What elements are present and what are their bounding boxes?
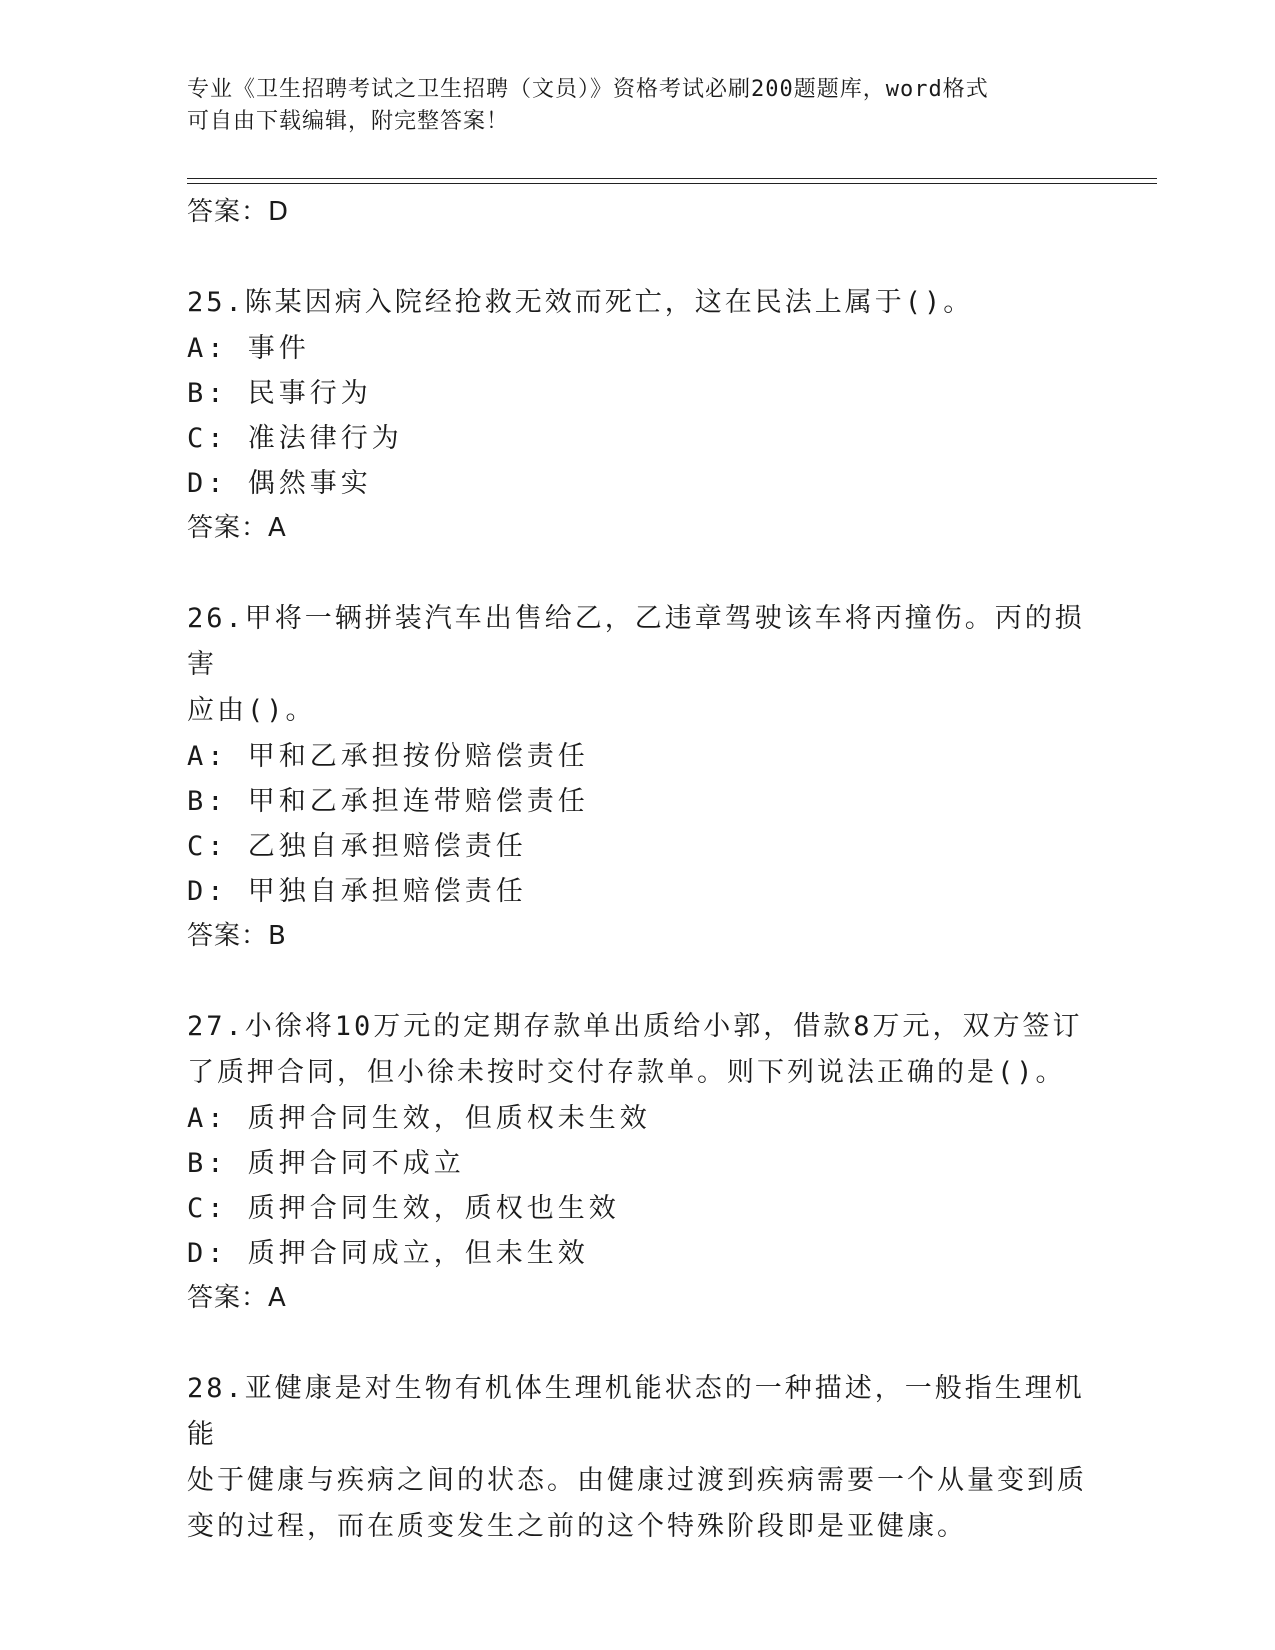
question-text: 27.小徐将10万元的定期存款单出质给小郭，借款8万元，双方签订 (187, 1011, 1083, 1042)
option-b: B: 质押合同不成立 (187, 1148, 465, 1179)
answer-label: 答案：A (187, 513, 287, 543)
question-27 (187, 1004, 1087, 1320)
option-a: A: 事件 (187, 333, 310, 364)
option-a: A: 甲和乙承担按份赔偿责任 (187, 741, 589, 772)
answer-label: 答案：D (187, 197, 290, 227)
question-26 (187, 596, 1087, 958)
answer-label: 答案：B (187, 921, 287, 951)
option-c: C: 准法律行为 (187, 423, 403, 454)
header-divider-top (187, 178, 1157, 179)
question-list (187, 190, 1087, 1550)
option-b: B: 民事行为 (187, 378, 372, 409)
option-b: B: 甲和乙承担连带赔偿责任 (187, 786, 589, 817)
question-text: 应由()。 (187, 695, 316, 726)
option-c: C: 质押合同生效，质权也生效 (187, 1193, 620, 1224)
question-text: 变的过程，而在质变发生之前的这个特殊阶段即是亚健康。 (187, 1511, 967, 1542)
option-c: C: 乙独自承担赔偿责任 (187, 831, 527, 862)
question-25 (187, 280, 1087, 550)
option-d: D: 甲独自承担赔偿责任 (187, 876, 527, 907)
question-text: 28.亚健康是对生物有机体生理机能状态的一种描述，一般指生理机能 (187, 1373, 1085, 1450)
question-text: 25.陈某因病入院经抢救无效而死亡，这在民法上属于()。 (187, 287, 974, 318)
option-d: D: 质押合同成立，但未生效 (187, 1238, 589, 1269)
question-text: 26.甲将一辆拼装汽车出售给乙，乙违章驾驶该车将丙撞伤。丙的损害 (187, 603, 1085, 680)
answer-label: 答案：A (187, 1283, 287, 1313)
option-d: D: 偶然事实 (187, 468, 372, 499)
header-line-2: 可自由下载编辑，附完整答案！ (187, 109, 510, 134)
question-28 (187, 1366, 1087, 1550)
document-header (187, 74, 1087, 138)
header-divider-bottom (187, 183, 1157, 184)
header-line-1: 专业《卫生招聘考试之卫生招聘（文员）》资格考试必刷200题题库，word格式 (187, 77, 989, 102)
question-text: 处于健康与疾病之间的状态。由健康过渡到疾病需要一个从量变到质 (187, 1465, 1087, 1496)
question-text: 了质押合同，但小徐未按时交付存款单。则下列说法正确的是()。 (187, 1057, 1066, 1088)
option-a: A: 质押合同生效，但质权未生效 (187, 1103, 651, 1134)
